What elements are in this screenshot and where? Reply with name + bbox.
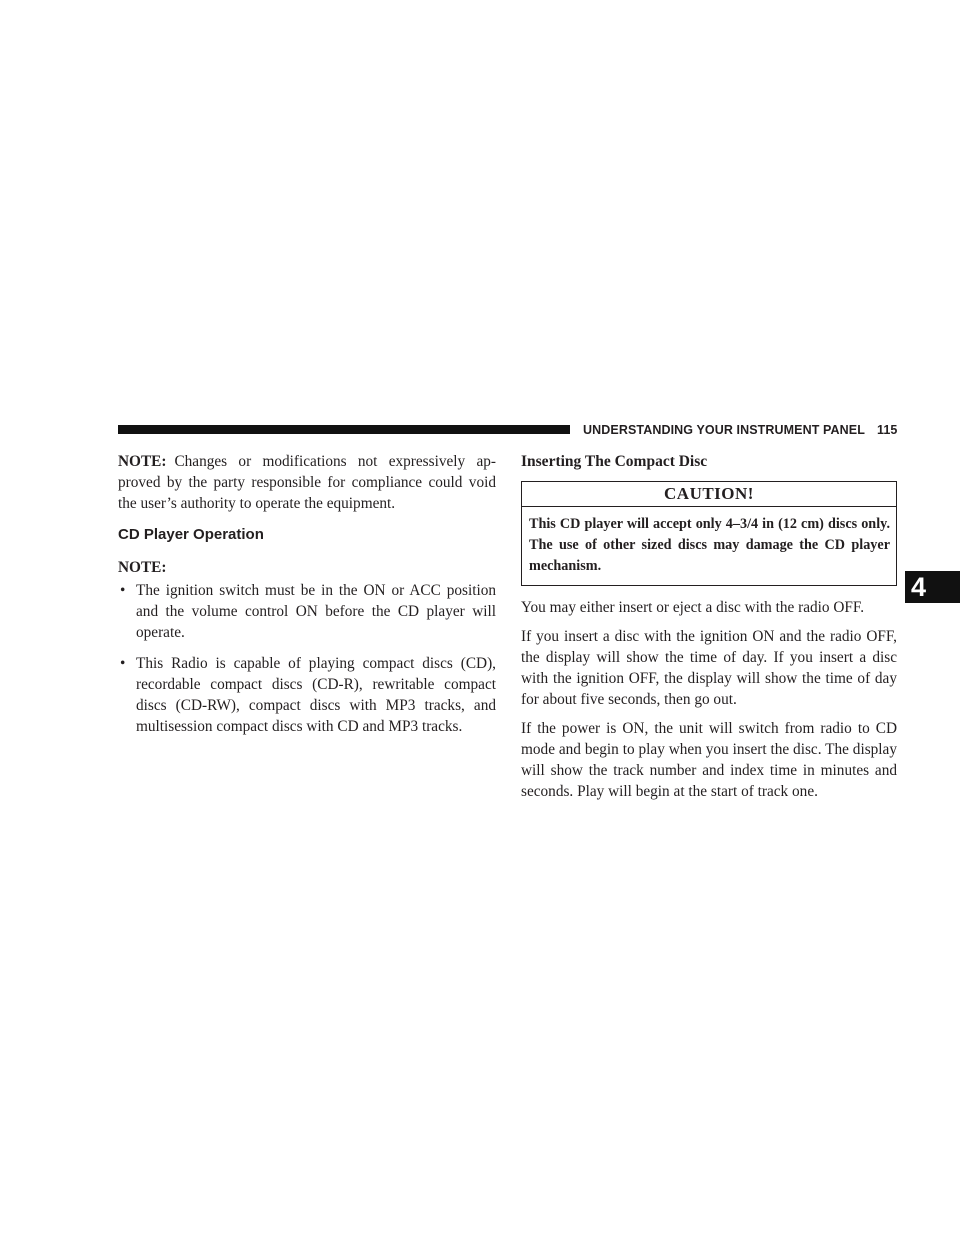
list-item <box>118 653 496 737</box>
list-item-text: This Radio is capable of playing compact discs (CD), recordable compact discs (CD-R), rewritable compact discs (CD-RW), compact discs with MP3 tracks, and multisession compact discs with CD and MP3 tracks. <box>136 655 496 735</box>
note-label: NOTE: <box>118 453 167 470</box>
section-heading: CD Player Operation <box>118 526 264 543</box>
body-paragraph: If you insert a disc with the ignition ON and the radio OFF, the display will show the time of day. If you insert a disc with the ignition OFF, the display will show the time of day for about five seconds, then go out. <box>521 628 897 708</box>
caution-box <box>521 481 897 586</box>
page-number: 115 <box>876 423 898 437</box>
bullet-icon: • <box>120 655 126 672</box>
bullet-icon: • <box>120 582 126 599</box>
list-item-text: The ignition switch must be in the ON or ACC position and the volume control ON before the CD player will operate. <box>136 582 496 641</box>
note-label: NOTE: <box>118 559 167 576</box>
caution-title: CAUTION! <box>522 482 896 507</box>
left-column <box>118 451 496 747</box>
chapter-tab: 4 <box>905 571 960 603</box>
body-paragraph: If the power is ON, the unit will switch from radio to CD mode and begin to play when you insert the disc. The display will show the track number and index time in minutes and seconds. Play will begin at the start of track one. <box>521 720 897 800</box>
running-header <box>583 422 897 438</box>
bullet-list <box>118 580 496 737</box>
caution-text: This CD player will accept only 4–3/4 in (12 cm) discs only. The use of other sized discs may damage the CD player mechanism. <box>529 516 890 574</box>
body-paragraph: You may either insert or eject a disc with the radio OFF. <box>521 599 865 616</box>
right-column <box>521 451 897 802</box>
section-title: UNDERSTANDING YOUR INSTRUMENT PANEL <box>583 423 865 437</box>
list-item <box>118 580 496 643</box>
note-paragraph <box>118 451 496 514</box>
subheading: Inserting The Compact Disc <box>521 453 708 470</box>
header-rule <box>118 425 570 434</box>
note-text: Changes or modifications not expressively ap- proved by the party responsible for compliance could void the user’s authority to operate the equipment. <box>118 453 496 512</box>
